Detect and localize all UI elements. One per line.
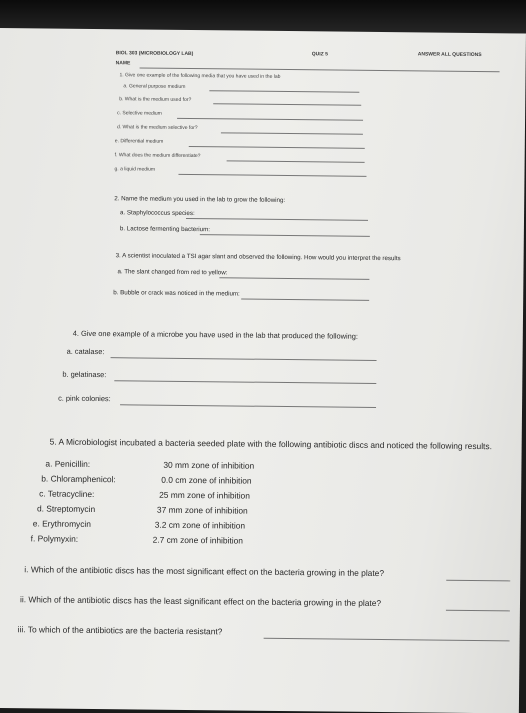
q1-item-e: e. Differential medium (114, 138, 164, 145)
q3-answer-line-a (219, 277, 369, 280)
q5-question-iii: iii. To which of the antibiotics are the bacteria resistant? (17, 624, 223, 637)
q2-answer-line-a (186, 218, 368, 221)
q1-answer-line-a (209, 90, 359, 93)
q4-prompt: 4. Give one example of a microbe you have used in the lab that produced the following: (72, 328, 358, 341)
q5-result-d: 37 mm zone of inhibition (156, 504, 248, 516)
q2-answer-line-b (200, 234, 370, 237)
quiz-title: QUIZ 5 (311, 51, 328, 58)
q5-answer-line-i (446, 580, 510, 582)
q5-result-e: 3.2 cm zone of inhibition (154, 519, 246, 531)
q1-item-g: g. a liquid medium (114, 166, 156, 173)
q5-answer-line-iii (264, 638, 510, 642)
q1-answer-line-f (227, 160, 365, 162)
q1-item-a: a. General purpose medium (123, 83, 186, 90)
q5-result-f: 2.7 cm zone of inhibition (152, 534, 244, 546)
q4-item-c: c. pink colonies: (58, 393, 111, 404)
q1-prompt: 1. Give one example of the following media that you have used in the lab (119, 72, 281, 80)
q3-item-a: a. The slant changed from red to yellow: (117, 268, 228, 277)
instructions: ANSWER ALL QUESTIONS (417, 51, 482, 59)
name-line (140, 67, 500, 72)
q5-antibiotic-f: f. Polymyxin: (30, 533, 79, 544)
q2-item-a: a. Staphylococcus species: (120, 209, 195, 218)
name-label: NAME (115, 60, 131, 67)
q1-answer-line-e (189, 146, 365, 149)
q5-result-b: 0.0 cm zone of inhibition (161, 474, 252, 486)
q5-antibiotic-b: b. Chloramphenicol: (41, 473, 116, 485)
q5-antibiotic-e: e. Erythromycin (32, 518, 92, 529)
q2-prompt: 2. Name the medium you used in the lab to grow the following: (114, 195, 286, 204)
q1-item-b: b. What is the medium used for? (119, 96, 192, 104)
q4-answer-line-b (114, 380, 376, 384)
q1-answer-line-c (177, 118, 363, 121)
q1-answer-line-g (178, 174, 366, 177)
q4-item-a: a. catalase: (66, 346, 105, 357)
q3-prompt: 3. A scientist inoculated a TSI agar slant and observed the following. How would you interpret the results (115, 252, 401, 263)
q3-item-b: b. Bubble or crack was noticed in the medium: (113, 289, 240, 298)
q5-antibiotic-d: d. Streptomycin (36, 503, 96, 515)
q1-answer-line-d (221, 132, 363, 134)
q5-answer-line-ii (446, 610, 510, 612)
q5-antibiotic-a: a. Penicillin: (45, 458, 91, 469)
q3-answer-line-b (241, 299, 369, 301)
q1-item-c: c. Selective medium (117, 110, 162, 117)
q5-result-c: 25 mm zone of inhibition (159, 489, 250, 501)
q1-answer-line-b (213, 103, 361, 106)
q2-item-b: b. Lactose fermenting bacterium: (119, 225, 211, 234)
q5-question-i: i. Which of the antibiotic discs has the most significant effect on the bacteria growing in the plate? (24, 564, 385, 579)
quiz-paper (0, 28, 526, 713)
q5-prompt: 5. A Microbiologist incubated a bacteria seeded plate with the following antibiotic discs and noticed the following results. (49, 436, 492, 452)
q1-item-f: f. What does the medium differentiate? (114, 152, 201, 160)
q4-item-b: b. gelatinase: (62, 369, 107, 380)
q4-answer-line-c (120, 404, 376, 408)
q5-antibiotic-c: c. Tetracycline: (39, 488, 95, 500)
course-title: BIOL 303 (MICROBIOLOGY LAB) (115, 50, 194, 58)
q1-item-d: d. What is the medium selective for? (116, 124, 198, 132)
q5-result-a: 30 mm zone of inhibition (163, 459, 255, 471)
q4-answer-line-a (111, 357, 377, 361)
q5-question-ii: ii. Which of the antibiotic discs has the least significant effect on the bacteria growing in the plate? (19, 594, 382, 609)
